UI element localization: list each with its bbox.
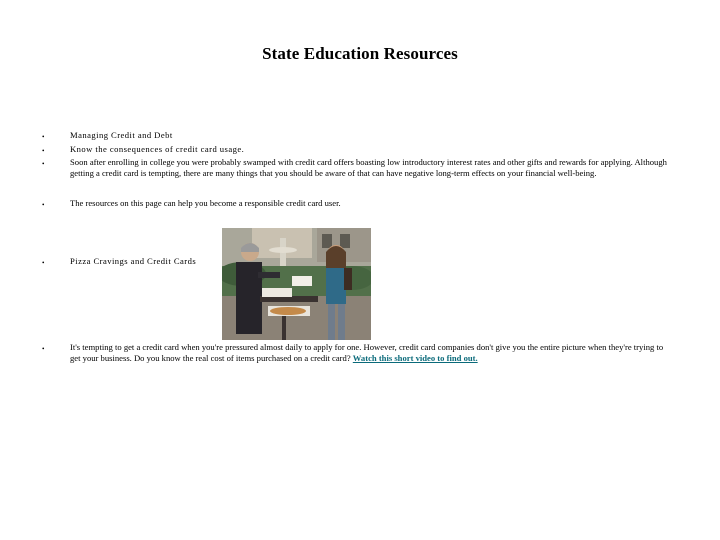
list-item-tempting-credit (70, 342, 675, 363)
list-item-pizza-cravings: Pizza Cravings and Credit Cards (70, 256, 197, 266)
bullet-marker: • (42, 201, 45, 209)
bullet-marker: • (42, 259, 45, 267)
video-thumbnail-illustration (222, 228, 371, 340)
list-item-consequences: Know the consequences of credit card usage. (70, 144, 245, 154)
list-item-managing-credit: Managing Credit and Debt (70, 130, 173, 140)
watch-video-link[interactable]: Watch this short video to find out. (352, 352, 478, 363)
bullet-marker: • (42, 345, 45, 353)
list-item-tempting-text: It's tempting to get a credit card when you're pressured almost daily to apply for one. However, credit card companies don't give you the entire picture when they're trying to get your business. Do you know the real cost of items purchased on a credit card? (70, 342, 664, 363)
page-title: State Education Resources (262, 44, 458, 63)
bullet-marker: • (42, 133, 45, 141)
list-item-resources: The resources on this page can help you become a responsible credit card user. (70, 198, 341, 208)
bullet-marker: • (42, 160, 45, 168)
list-item-credit-offers: Soon after enrolling in college you were probably swamped with credit card offers boasting low introductory interest rates and other gifts and rewards for applying. Although getting a credit card is tempting, there are many things that you should be aware of that can have negative long-term effects on your financial well-being. (70, 157, 667, 178)
video-thumbnail-image[interactable] (222, 228, 371, 340)
bullet-marker: • (42, 147, 45, 155)
